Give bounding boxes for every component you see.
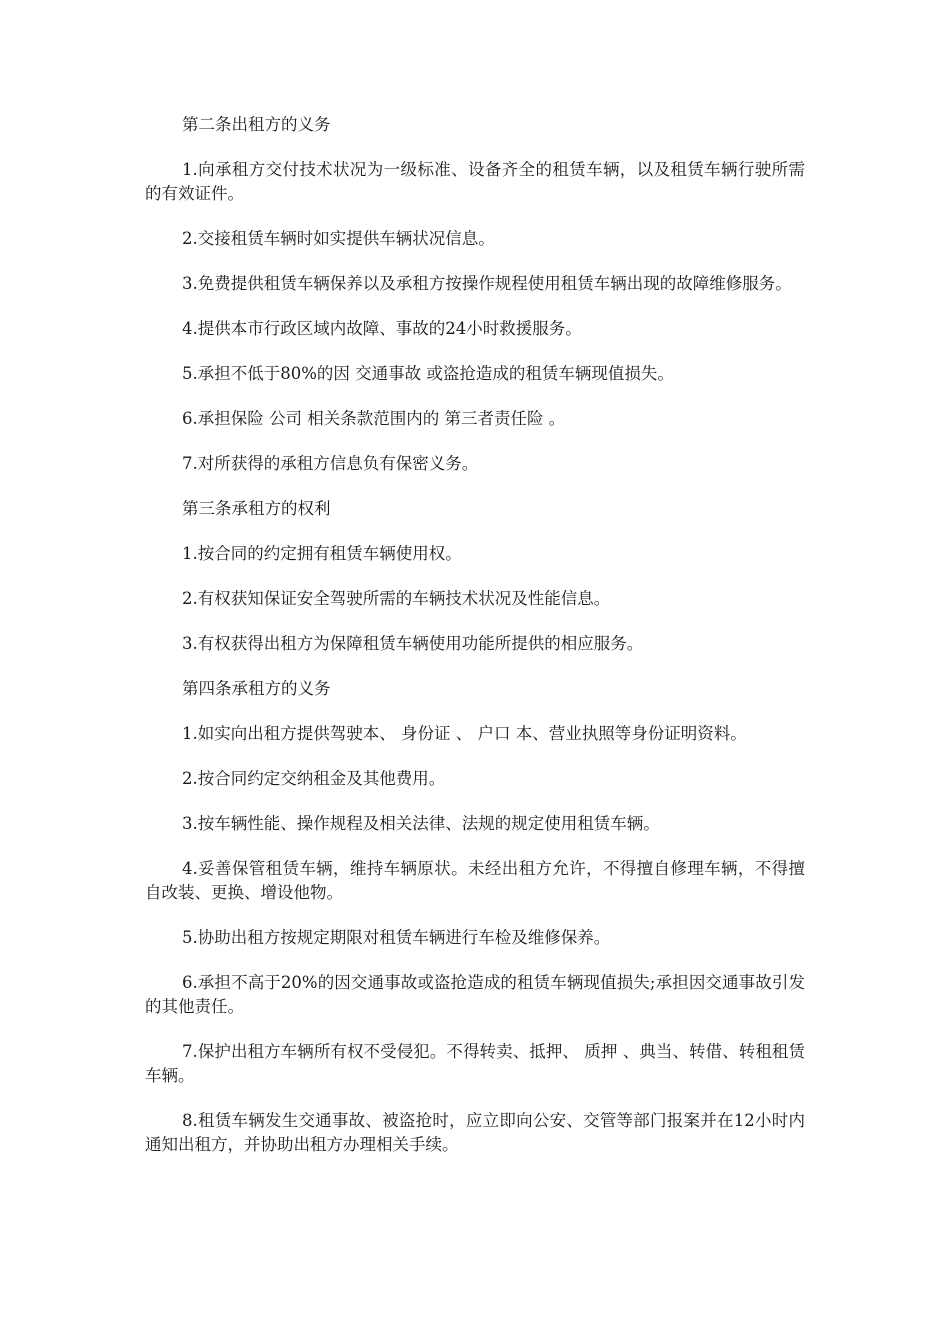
- clause-paragraph: 3.免费提供租赁车辆保养以及承租方按操作规程使用租赁车辆出现的故障维修服务。: [182, 274, 792, 293]
- document-page: [145, 113, 805, 1178]
- clause-paragraph: 7.对所获得的承租方信息负有保密义务。: [182, 454, 479, 473]
- section-heading: 第三条承租方的权利: [182, 499, 331, 518]
- clause-paragraph: 3.按车辆性能、操作规程及相关法律、法规的规定使用租赁车辆。: [182, 814, 660, 833]
- clause-paragraph: 5.协助出租方按规定期限对租赁车辆进行车检及维修保养。: [182, 928, 611, 947]
- clause-paragraph: 3.有权获得出租方为保障租赁车辆使用功能所提供的相应服务。: [182, 634, 644, 653]
- clause-paragraph: 4.提供本市行政区域内故障、事故的24小时救援服务。: [182, 319, 582, 338]
- section-heading: 第二条出租方的义务: [182, 115, 331, 134]
- clause-paragraph: 2.按合同约定交纳租金及其他费用。: [182, 769, 446, 788]
- section-heading: 第四条承租方的义务: [182, 679, 331, 698]
- clause-paragraph: 5.承担不低于80%的因 交通事故 或盗抢造成的租赁车辆现值损失。: [182, 364, 674, 383]
- clause-paragraph: 8.租赁车辆发生交通事故、被盗抢时，应立即向公安、交管等部门报案并在12小时内通知出租方，并协助出租方办理相关手续。: [145, 1111, 805, 1154]
- clause-paragraph: 2.有权获知保证安全驾驶所需的车辆技术状况及性能信息。: [182, 589, 611, 608]
- clause-paragraph: 6.承担保险 公司 相关条款范围内的 第三者责任险 。: [182, 409, 566, 428]
- clause-paragraph: 4.妥善保管租赁车辆，维持车辆原状。未经出租方允许，不得擅自修理车辆，不得擅自改装、更换、增设他物。: [145, 859, 805, 902]
- clause-paragraph: 6.承担不高于20%的因交通事故或盗抢造成的租赁车辆现值损失;承担因交通事故引发的其他责任。: [145, 973, 805, 1016]
- clause-paragraph: 1.按合同的约定拥有租赁车辆使用权。: [182, 544, 462, 563]
- clause-paragraph: 1.向承租方交付技术状况为一级标准、设备齐全的租赁车辆，以及租赁车辆行驶所需的有效证件。: [145, 160, 805, 203]
- clause-paragraph: 2.交接租赁车辆时如实提供车辆状况信息。: [182, 229, 495, 248]
- clause-paragraph: 7.保护出租方车辆所有权不受侵犯。不得转卖、抵押、 质押 、典当、转借、转租租赁车辆。: [145, 1042, 805, 1085]
- clause-paragraph: 1.如实向出租方提供驾驶本、 身份证 、 户口 本、营业执照等身份证明资料。: [182, 724, 747, 743]
